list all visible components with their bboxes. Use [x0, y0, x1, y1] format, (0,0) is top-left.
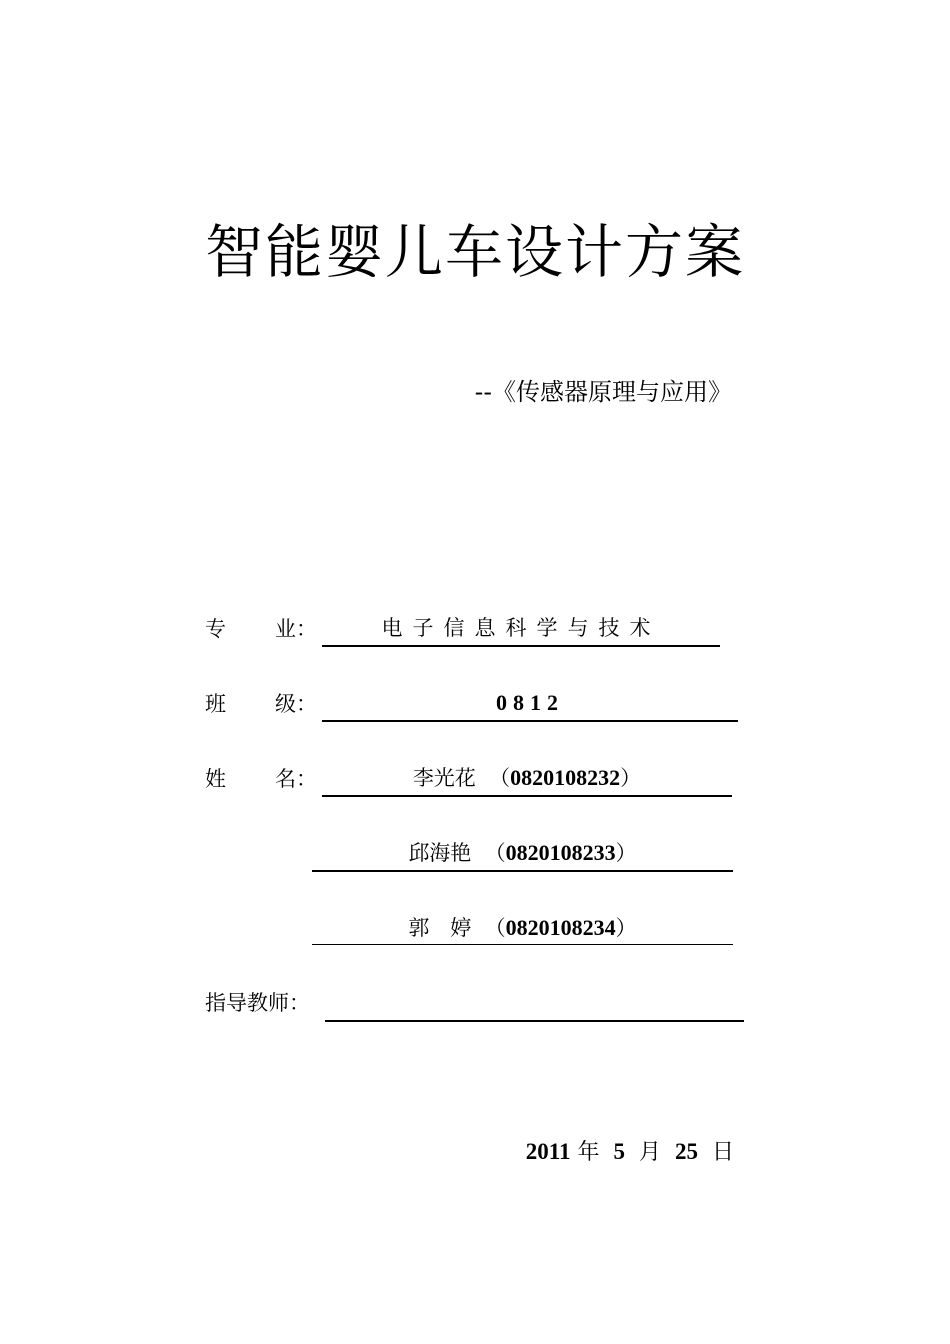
member-name: 李光花 [412, 766, 476, 790]
member-id: 0820108232 [510, 765, 621, 790]
name-label [205, 764, 317, 794]
date-year: 2011 [525, 1139, 571, 1164]
date-month: 5 [613, 1139, 625, 1164]
date-day-unit: 日 [711, 1140, 734, 1165]
class-label-second-char: 级： [275, 692, 317, 716]
name-label-first-char: 姓 [205, 767, 226, 791]
document-date [526, 1136, 734, 1169]
class-field [322, 688, 738, 722]
course-subtitle: --《传感器原理与应用》 [474, 378, 732, 406]
major-value: 电子信息科学与技术 [381, 616, 661, 640]
advisor-field [325, 988, 744, 1022]
advisor-label: 指导教师： [205, 991, 310, 1015]
major-label-first-char: 专 [205, 617, 226, 641]
major-label-second-char: 业： [275, 617, 317, 641]
date-day: 25 [674, 1139, 698, 1164]
major-field [322, 613, 720, 647]
class-value: 0812 [496, 690, 564, 715]
member-id: 0820108234 [505, 915, 616, 940]
member-id: 0820108233 [505, 840, 616, 865]
date-month-unit: 月 [638, 1140, 661, 1165]
class-label-first-char: 班 [205, 692, 226, 716]
member-row-1: 李光花 （0820108232） [322, 763, 732, 797]
member-row-2: 邱海艳 （0820108233） [312, 838, 733, 872]
member-name: 郭 婷 [408, 916, 472, 940]
member-name: 邱海艳 [408, 841, 472, 865]
name-label-second-char: 名： [275, 767, 317, 791]
document-title: 智能婴儿车设计方案 [204, 218, 745, 286]
date-year-unit: 年 [577, 1140, 600, 1165]
member-row-3: 郭 婷 （0820108234） [312, 913, 733, 945]
major-label [205, 614, 317, 644]
class-label [205, 689, 317, 719]
